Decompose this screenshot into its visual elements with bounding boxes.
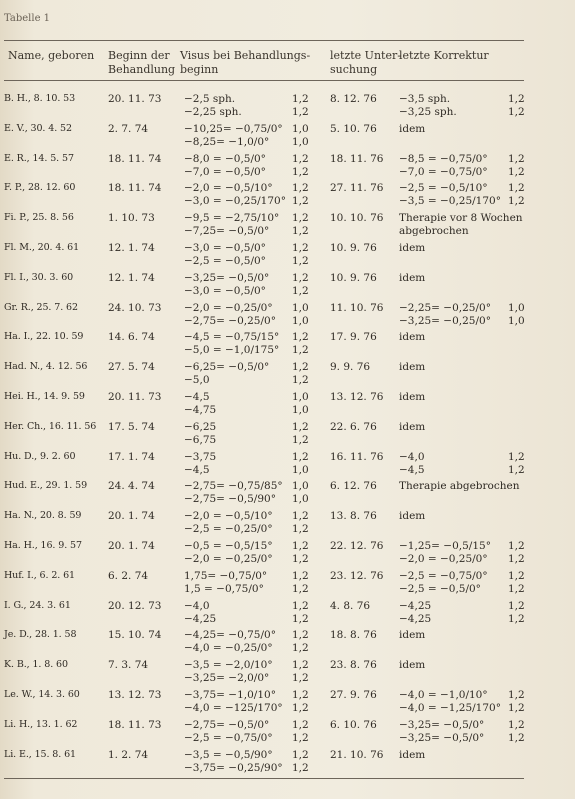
patient-name: Had. N., 4. 12. 56 [4, 361, 88, 373]
visus-start-left-acuity: 1,0 [292, 404, 309, 416]
last-exam-date: 21. 10. 76 [330, 748, 384, 761]
last-correction-right: −2,5 = −0,5/10° [399, 182, 488, 195]
visus-start-left: −7,25= −0,5/0° [184, 225, 270, 238]
treatment-start: 14. 6. 74 [108, 331, 155, 344]
treatment-start: 18. 11. 73 [108, 718, 162, 731]
treatment-start: 20. 1. 74 [108, 540, 155, 552]
last-correction-left-acuity: 1,2 [508, 195, 525, 208]
table-row [0, 719, 560, 745]
last-correction-right-acuity: 1,2 [508, 182, 525, 195]
table-row [0, 123, 560, 149]
visus-start-left-acuity: 1,0 [292, 314, 309, 327]
last-exam-date: 23. 8. 76 [330, 659, 377, 672]
last-correction-right: idem [399, 271, 426, 284]
visus-start-left: −3,75= −0,25/90° [184, 761, 283, 774]
visus-start-right: −2,75= −0,5/0° [184, 718, 270, 731]
visus-start-left: −2,5 = −0,75/0° [184, 731, 273, 744]
last-correction-right: −3,25= −0,5/0° [399, 718, 485, 731]
visus-start-left: −3,0 = −0,5/0° [184, 284, 266, 297]
treatment-start: 2. 7. 74 [108, 122, 149, 135]
patient-name: Her. Ch., 16. 11. 56 [4, 420, 97, 432]
patient-name: Li. E., 15. 8. 61 [4, 748, 76, 760]
visus-start-left-acuity: 1,2 [292, 761, 309, 774]
visus-start-left: −2,5 = −0,5/0° [184, 255, 266, 267]
last-exam-date: 27. 11. 76 [330, 182, 384, 195]
patient-name: Gr. R., 25. 7. 62 [4, 301, 78, 313]
visus-start-right: −4,0 [184, 599, 210, 612]
visus-start-left-acuity: 1,2 [292, 433, 309, 446]
visus-start-left-acuity: 1,2 [292, 523, 309, 536]
visus-start-left-acuity: 1,0 [292, 493, 309, 506]
visus-start-left-acuity: 1,2 [292, 731, 309, 744]
last-correction-right: idem [399, 122, 426, 135]
visus-start-right-acuity: 1,2 [292, 510, 309, 523]
last-correction-left: −7,0 = −0,75/0° [399, 165, 488, 178]
visus-start-left: −2,75= −0,25/0° [184, 314, 276, 327]
visus-start-left-acuity: 1,2 [292, 642, 309, 655]
last-correction-right: idem [399, 331, 426, 344]
visus-start-right-acuity: 1,2 [292, 331, 309, 344]
treatment-start: 24. 4. 74 [108, 480, 155, 493]
visus-start-left-acuity: 1,2 [292, 612, 309, 625]
visus-start-right-acuity: 1,2 [292, 271, 309, 284]
last-exam-date: 9. 9. 76 [330, 361, 371, 374]
last-correction-right: −1,25= −0,5/15° [399, 540, 491, 552]
treatment-start: 7. 3. 74 [108, 659, 149, 672]
treatment-start: 18. 11. 74 [108, 182, 162, 195]
treatment-start: 20. 11. 73 [108, 93, 162, 105]
visus-start-right: −3,0 = −0,5/0° [184, 242, 266, 254]
visus-start-right-acuity: 1,2 [292, 540, 309, 552]
patient-name: B. H., 8. 10. 53 [4, 93, 76, 104]
patient-name: E. V., 30. 4. 52 [4, 122, 72, 134]
visus-start-right-acuity: 1,2 [292, 450, 309, 463]
visus-start-right: −3,5 = −2,0/10° [184, 659, 273, 672]
visus-start-right-acuity: 1,2 [292, 748, 309, 761]
last-exam-date: 10. 9. 76 [330, 242, 377, 254]
visus-start-left: 1,5 = −0,75/0° [184, 582, 264, 595]
treatment-start: 12. 1. 74 [108, 242, 155, 254]
last-exam-date: 27. 9. 76 [330, 689, 377, 701]
table-row [0, 391, 560, 417]
patient-name: K. B., 1. 8. 60 [4, 659, 68, 671]
visus-start-right-acuity: 1,0 [292, 301, 309, 314]
patient-name: F. P., 28. 12. 60 [4, 182, 76, 194]
table-row [0, 302, 560, 328]
header-last-exam: letzte Unter- suchung [330, 49, 401, 76]
table-row [0, 689, 560, 715]
visus-start-left: −3,0 = −0,25/170° [184, 195, 286, 208]
patient-name: Ha. I., 22. 10. 59 [4, 331, 84, 343]
patient-name: I. G., 24. 3. 61 [4, 599, 71, 611]
last-correction-right: idem [399, 420, 426, 433]
table-row [0, 421, 560, 447]
visus-start-left-acuity: 1,2 [292, 672, 309, 685]
visus-start-right-acuity: 1,2 [292, 212, 309, 225]
visus-start-right-acuity: 1,2 [292, 599, 309, 612]
last-correction-right: −4,0 [399, 450, 425, 463]
visus-start-left-acuity: 1,2 [292, 165, 309, 178]
visus-start-left: −4,0 = −125/170° [184, 702, 283, 714]
visus-start-right: −2,75= −0,75/85° [184, 480, 283, 493]
last-correction-right-acuity: 1,2 [508, 450, 525, 463]
treatment-start: 13. 12. 73 [108, 689, 162, 701]
last-correction-right: −4,0 = −1,0/10° [399, 689, 488, 701]
visus-start-left-acuity: 1,2 [292, 255, 309, 267]
last-correction-right: Therapie vor 8 Wochen [399, 212, 523, 225]
visus-start-left-acuity: 1,2 [292, 344, 309, 357]
visus-start-left: −4,5 [184, 463, 210, 476]
visus-start-left-acuity: 1,0 [292, 463, 309, 476]
last-exam-date: 22. 12. 76 [330, 540, 384, 552]
visus-start-left-acuity: 1,2 [292, 374, 309, 387]
last-correction-right: idem [399, 242, 426, 254]
treatment-start: 17. 1. 74 [108, 450, 155, 463]
last-correction-left: −3,5 = −0,25/170° [399, 195, 501, 208]
last-correction-right-acuity: 1,2 [508, 599, 525, 612]
patient-name: Ha. H., 16. 9. 57 [4, 540, 82, 551]
last-correction-right: −3,5 sph. [399, 93, 451, 105]
last-correction-left-acuity: 1,0 [508, 314, 525, 327]
patient-name: Huf. I., 6. 2. 61 [4, 569, 75, 581]
patient-name: Fl. M., 20. 4. 61 [4, 242, 80, 253]
visus-start-left: −2,75= −0,5/90° [184, 493, 276, 506]
patient-name: Hu. D., 9. 2. 60 [4, 450, 76, 462]
visus-start-right: −3,75= −1,0/10° [184, 689, 276, 701]
table-row [0, 659, 560, 685]
last-correction-right: −4,25 [399, 599, 432, 612]
table-row [0, 153, 560, 179]
last-exam-date: 10. 9. 76 [330, 271, 377, 284]
last-correction-left-acuity: 1,2 [508, 702, 525, 714]
patient-name: Hud. E., 29. 1. 59 [4, 480, 88, 492]
last-correction-right: idem [399, 361, 426, 374]
last-correction-left: −3,25 sph. [399, 106, 457, 118]
table-row [0, 510, 560, 536]
visus-start-right-acuity: 1,2 [292, 569, 309, 582]
table-row [0, 570, 560, 596]
last-exam-date: 23. 12. 76 [330, 569, 384, 582]
last-exam-date: 18. 11. 76 [330, 152, 384, 165]
visus-start-right: −4,25= −0,75/0° [184, 629, 276, 642]
visus-start-right: −3,75 [184, 450, 217, 463]
treatment-start: 20. 1. 74 [108, 510, 155, 523]
table-row [0, 331, 560, 357]
visus-start-left: −4,25 [184, 612, 217, 625]
visus-start-right-acuity: 1,0 [292, 480, 309, 493]
visus-start-right-acuity: 1,2 [292, 718, 309, 731]
treatment-start: 15. 10. 74 [108, 629, 162, 642]
last-correction-left: −4,5 [399, 463, 425, 476]
visus-start-left-acuity: 1,2 [292, 582, 309, 595]
treatment-start: 20. 12. 73 [108, 599, 162, 612]
visus-start-left: −6,75 [184, 433, 217, 446]
last-correction-right-acuity: 1,2 [508, 152, 525, 165]
treatment-start: 17. 5. 74 [108, 420, 155, 433]
visus-start-right: −0,5 = −0,5/15° [184, 540, 273, 552]
last-exam-date: 22. 6. 76 [330, 420, 377, 433]
treatment-start: 18. 11. 74 [108, 152, 162, 165]
visus-start-right: −3,25= −0,5/0° [184, 271, 270, 284]
visus-start-left-acuity: 1,2 [292, 553, 309, 565]
visus-start-right: −4,5 = −0,75/15° [184, 331, 280, 344]
visus-start-left: −2,25 sph. [184, 106, 242, 118]
patient-name: Le. W., 14. 3. 60 [4, 689, 80, 700]
last-correction-right: idem [399, 510, 426, 523]
last-correction-right: idem [399, 659, 426, 672]
visus-start-right: −10,25= −0,75/0° [184, 122, 283, 135]
table-row [0, 600, 560, 626]
visus-start-right-acuity: 1,0 [292, 391, 309, 403]
visus-start-right: −2,0 = −0,5/10° [184, 510, 273, 523]
header-visus: Visus bei Behandlungs- beginn [180, 49, 311, 76]
last-correction-left: −2,5 = −0,5/0° [399, 582, 481, 595]
visus-start-right: −6,25= −0,5/0° [184, 361, 270, 374]
table-row [0, 272, 560, 298]
last-correction-left-acuity: 1,2 [508, 612, 525, 625]
visus-start-right-acuity: 1,2 [292, 182, 309, 195]
visus-start-right: −2,5 sph. [184, 93, 236, 105]
treatment-start: 20. 11. 73 [108, 391, 162, 403]
treatment-start: 1. 10. 73 [108, 212, 155, 225]
visus-start-right: −6,25 [184, 420, 217, 433]
patient-name: Li. H., 13. 1. 62 [4, 718, 78, 730]
visus-start-right-acuity: 1,2 [292, 152, 309, 165]
table-row [0, 242, 560, 268]
last-correction-left-acuity: 1,2 [508, 731, 525, 744]
table-row [0, 629, 560, 655]
visus-start-right-acuity: 1,0 [292, 122, 309, 135]
last-exam-date: 8. 12. 76 [330, 93, 377, 105]
visus-start-right: −9,5 = −2,75/10° [184, 212, 280, 225]
last-correction-left: abgebrochen [399, 225, 469, 238]
visus-start-left: −8,25= −1,0/0° [184, 135, 270, 148]
visus-start-left-acuity: 1,0 [292, 135, 309, 148]
table-row [0, 480, 560, 506]
visus-start-right: −2,0 = −0,25/0° [184, 301, 273, 314]
last-correction-right: −2,25= −0,25/0° [399, 301, 491, 314]
last-correction-right: −8,5 = −0,75/0° [399, 152, 488, 165]
last-exam-date: 13. 12. 76 [330, 391, 384, 403]
visus-start-left: −2,5 = −0,25/0° [184, 523, 273, 536]
header-correction: letzte Korrektur [399, 49, 489, 62]
table-row [0, 749, 560, 775]
last-exam-date: 16. 11. 76 [330, 450, 384, 463]
last-exam-date: 17. 9. 76 [330, 331, 377, 344]
last-correction-left: −3,25= −0,25/0° [399, 314, 491, 327]
last-correction-right: idem [399, 391, 426, 403]
last-exam-date: 5. 10. 76 [330, 122, 377, 135]
patient-name: Fi. P., 25. 8. 56 [4, 212, 74, 224]
header-rule [4, 80, 524, 81]
treatment-start: 1. 2. 74 [108, 748, 149, 761]
last-correction-right-acuity: 1,2 [508, 718, 525, 731]
last-correction-right: −2,5 = −0,75/0° [399, 569, 488, 582]
last-exam-date: 13. 8. 76 [330, 510, 377, 523]
last-correction-left-acuity: 1,2 [508, 463, 525, 476]
visus-start-right-acuity: 1,2 [292, 242, 309, 254]
last-correction-left: −4,0 = −1,25/170° [399, 702, 501, 714]
last-exam-date: 18. 8. 76 [330, 629, 377, 642]
last-correction-left: −2,0 = −0,25/0° [399, 553, 488, 565]
last-correction-right-acuity: 1,2 [508, 93, 525, 105]
last-correction-left-acuity: 1,2 [508, 582, 525, 595]
visus-start-left-acuity: 1,2 [292, 195, 309, 208]
bottom-rule [4, 778, 524, 779]
last-correction-right-acuity: 1,2 [508, 689, 525, 701]
patient-name: Ha. N., 20. 8. 59 [4, 510, 82, 522]
visus-start-right: −8,0 = −0,5/0° [184, 152, 266, 165]
last-correction-right-acuity: 1,0 [508, 301, 525, 314]
last-correction-left-acuity: 1,2 [508, 553, 525, 565]
table-row [0, 361, 560, 387]
last-correction-left-acuity: 1,2 [508, 106, 525, 118]
treatment-start: 12. 1. 74 [108, 271, 155, 284]
visus-start-left-acuity: 1,2 [292, 225, 309, 238]
patient-name: Fl. I., 30. 3. 60 [4, 271, 74, 283]
treatment-start: 6. 2. 74 [108, 569, 149, 582]
last-correction-right-acuity: 1,2 [508, 540, 525, 552]
visus-start-left: −7,0 = −0,5/0° [184, 165, 266, 178]
visus-start-left: −5,0 [184, 374, 210, 387]
visus-start-left: −3,25= −2,0/0° [184, 672, 270, 685]
last-exam-date: 6. 10. 76 [330, 718, 377, 731]
last-correction-left: −3,25= −0,5/0° [399, 731, 485, 744]
last-correction-right: idem [399, 629, 426, 642]
last-correction-left: −4,25 [399, 612, 432, 625]
visus-start-left: −2,0 = −0,25/0° [184, 553, 273, 565]
visus-start-left: −4,0 = −0,25/0° [184, 642, 273, 655]
header-begin: Beginn der Behandlung [108, 49, 176, 76]
patient-name: E. R., 14. 5. 57 [4, 152, 74, 164]
visus-start-right-acuity: 1,2 [292, 361, 309, 374]
visus-start-right: −4,5 [184, 391, 210, 403]
last-exam-date: 11. 10. 76 [330, 301, 384, 314]
table-row [0, 212, 560, 238]
treatment-start: 27. 5. 74 [108, 361, 155, 374]
visus-start-right: 1,75= −0,75/0° [184, 569, 268, 582]
visus-start-left: −4,75 [184, 404, 217, 416]
last-correction-right: Therapie abgebrochen [399, 480, 520, 493]
top-rule [4, 40, 524, 41]
visus-start-right: −2,0 = −0,5/10° [184, 182, 273, 195]
visus-start-right: −3,5 = −0,5/90° [184, 748, 273, 761]
treatment-start: 24. 10. 73 [108, 301, 162, 314]
visus-start-right-acuity: 1,2 [292, 659, 309, 672]
table-row [0, 93, 560, 119]
last-correction-left-acuity: 1,2 [508, 165, 525, 178]
last-correction-right: idem [399, 748, 426, 761]
table-row [0, 182, 560, 208]
visus-start-right-acuity: 1,2 [292, 93, 309, 105]
visus-start-right-acuity: 1,2 [292, 420, 309, 433]
table-row [0, 451, 560, 477]
last-exam-date: 6. 12. 76 [330, 480, 377, 493]
last-exam-date: 10. 10. 76 [330, 212, 384, 225]
visus-start-left: −5,0 = −1,0/175° [184, 344, 280, 357]
visus-start-left-acuity: 1,2 [292, 106, 309, 118]
visus-start-left-acuity: 1,2 [292, 284, 309, 297]
visus-start-left-acuity: 1,2 [292, 702, 309, 714]
table-caption: Tabelle 1 [4, 13, 51, 24]
table-row [0, 540, 560, 566]
header-name: Name, geboren [8, 49, 95, 62]
last-correction-right-acuity: 1,2 [508, 569, 525, 582]
patient-name: Hei. H., 14. 9. 59 [4, 391, 85, 402]
visus-start-right-acuity: 1,2 [292, 629, 309, 642]
last-exam-date: 4. 8. 76 [330, 599, 371, 612]
patient-name: Je. D., 28. 1. 58 [4, 629, 77, 641]
visus-start-right-acuity: 1,2 [292, 689, 309, 701]
